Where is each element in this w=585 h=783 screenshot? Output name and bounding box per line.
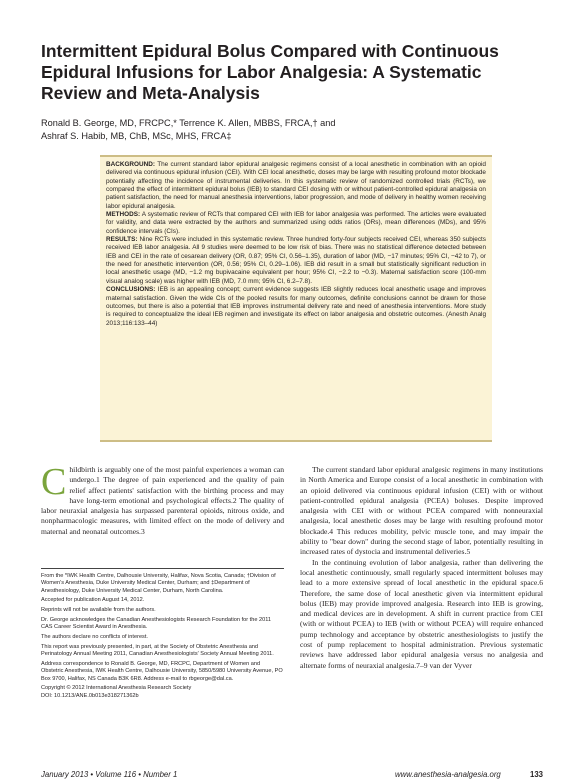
conclusions-text: IEB is an appealing concept; current evidence suggests IEB slightly reduces local anesthetic usage and improves maternal satisfaction. Given the wide CIs of the pooled results for many outcomes, definite conclusions cannot be drawn for those outcomes, but there is also a potential that IEB improves instrumental delivery rate and need of anesthesia interventions. More study is required to conceptualize the ideal IEB regimen and investigate its effect on labor analgesia and obstetric outcomes. xyxy=(106,286,486,319)
drop-cap: C xyxy=(41,461,67,503)
author-list xyxy=(41,117,541,143)
footnote-acknowledgment: Dr. George acknowledges the Canadian Anesthesiologists Research Foundation for the 2011 CAS Career Scientist Award in Anesthesia. xyxy=(41,616,272,631)
abstract-methods xyxy=(106,211,486,236)
footnote-affiliations: From the *IWK Health Centre, Dalhousie University, Halifax, Nova Scotia, Canada; †Division of Women's Anesthesia, Duke University Medical Center, Durham; and ‡Department of Anesthesiology, Duke University Medical Center, Durham, North Carolina. xyxy=(41,573,276,594)
footnotes xyxy=(41,568,284,702)
page-number: 133 xyxy=(529,770,543,779)
footnote-correspondence: Address correspondence to Ronald B. George, MD, FRCPC, Department of Women and Obstetric Anesthesia, IWK Health Centre, Dalhousie University, 5850/5980 University Avenue, PO Box 9700, Halifax, NS Canada B3K 6R8. Address e-mail to rbgeorge@dal.ca. xyxy=(41,660,283,682)
background-label: BACKGROUND: xyxy=(106,161,155,168)
issue-info: January 2013 • Volume 116 • Number 1 xyxy=(41,770,178,779)
title-line: Intermittent Epidural Bolus Compared with Continuous xyxy=(41,41,499,61)
title-line: Review and Meta-Analysis xyxy=(41,83,260,103)
results-text: Nine RCTs were included in this systematic review. Three hundred forty-four subjects received CEI, whereas 350 subjects received IEB labor analgesia. All 9 studies were deemed to be low risk of bias. There was no statistical difference detected between IEB and CEI in the rate of cesarean delivery (OR, 0.87; 95% CI, 0.56–1.35), duration of labor (MD, −17 minutes; 95% CI, −42 to 7), or the need for anesthetic intervention (OR, 0.56; 95% CI, 0.29–1.06). IEB did result in a small but statistically significant reduction in local anesthetic usage (MD, −1.2 mg bupivacaine equivalent per hour; 95% CI, −2.2 to −0.3). Maternal satisfaction score (100-mm visual analog scale) was higher with IEB (MD, 7.0 mm; 95% CI, 6.2–7.8). xyxy=(106,236,486,285)
body-paragraph: The current standard labor epidural analgesic regimens in many institutions in North America and Europe consist of a local anesthetic in combination with an opioid delivered via continuous epidural infusion (CEI) with or without patient-controlled epidural analgesia (PCEA) boluses. Despite improved analgesia with CEI with or without PCEA compared with nonneuraxial analgesia, local anesthetic doses may be large with resulting profound motor blockade.4 This reduces mobility, pelvic muscle tone, and may impair the ability to "bear down" during the second stage of labor, potentially resulting in increased rates of dystocia and instrumental deliveries.5 xyxy=(300,465,543,557)
title-line: Epidural Infusions for Labor Analgesia: A Systematic xyxy=(41,62,482,82)
abstract-citation: (Anesth Analg 2013;116:133–44) xyxy=(106,311,486,327)
abstract-box xyxy=(100,155,492,442)
abstract-conclusions xyxy=(106,286,486,328)
article-title xyxy=(41,41,541,104)
footnote-copyright: Copyright © 2012 International Anesthesia Research Society DOI: 10.1213/ANE.0b013e318271362b xyxy=(41,685,192,699)
author-line: Ronald B. George, MD, FRCPC,* Terrence K. Allen, MBBS, FRCA,† and xyxy=(41,118,336,128)
body-paragraph: In the continuing evolution of labor analgesia, rather than delivering the local anesthetic continuously, small regularly spaced intermittent boluses may lead to a more extensive spread of local anesthetic in the epidural space.6 Therefore, the same dose of local anesthetic given via intermittent epidural bolus (IEB) may provide improved analgesia. Research into IEB is growing, and medical devices are in development. A shift in current practice from CEI (with or without PCEA) to IEB (with or without PCEA) will require enhanced pump technology and acceptance by obstetric anesthesiologists to justify the cost of pump replacement to hospital administration. Previous systematic reviews have addressed labor epidural analgesia versus no analgesia and alternate forms of neuraxial analgesia.7–9 van der Vyver xyxy=(300,557,543,670)
methods-text: A systematic review of RCTs that compared CEI with IEB for labor analgesia was performed. The articles were evaluated for validity, and data were extracted by the authors and summarized using odds ratios (ORs), mean differences (MDs), and 95% confidence intervals (CIs). xyxy=(106,211,486,235)
intro-paragraph xyxy=(41,461,284,537)
results-label: RESULTS: xyxy=(106,236,138,244)
author-line: Ashraf S. Habib, MB, ChB, MSc, MHS, FRCA‡ xyxy=(41,131,232,141)
journal-url[interactable]: www.anesthesia-analgesia.org xyxy=(395,770,501,779)
background-text: The current standard labor epidural analgesic regimens consist of a local anesthetic in combination with an opioid delivered via continuous epidural infusion (CEI). With CEI local anesthetic, doses may be large with resulting profound motor blockade potentially affecting the incidence of instrumental deliveries. In this systematic review of randomized controlled trials (RCTs), we compared the effect of intermittent epidural bolus (IEB) to standard CEI dosing with or without patient-controlled epidural analgesia on patient satisfaction, the need for manual anesthesia interventions, labor progression, and mode of delivery in healthy women receiving labor epidural analgesia. xyxy=(106,161,486,210)
intro-text: hildbirth is arguably one of the most painful experiences a woman can undergo.1 The degree of pain experienced and the quality of pain relief affect patients' satisfaction with the birthing process and may have long-term emotional and psychological effects.2 The quality of labor neuraxial analgesia has surpassed parenteral opioids, nitrous oxide, and nonpharmacologic measures, with limited effect on the mode of delivery and maternal and neonatal outcomes.3 xyxy=(41,465,284,536)
abstract-results xyxy=(106,236,486,286)
left-column xyxy=(41,461,284,537)
abstract-background xyxy=(106,161,486,211)
conclusions-label: CONCLUSIONS: xyxy=(106,286,156,294)
right-column xyxy=(300,465,543,671)
footnote-accepted: Accepted for publication August 14, 2012. xyxy=(41,597,145,604)
footnote-reprints: Reprints will not be available from the authors. xyxy=(41,607,156,614)
footnote-conflicts: The authors declare no conflicts of interest. xyxy=(41,634,148,641)
footnote-presented: This report was previously presented, in part, at the Society of Obstetric Anesthesia and Perinatology Annual Meeting 2011, Canadian Anesthesiologists' Society Annual Meeting 2011. xyxy=(41,643,274,658)
methods-label: METHODS: xyxy=(106,211,141,219)
